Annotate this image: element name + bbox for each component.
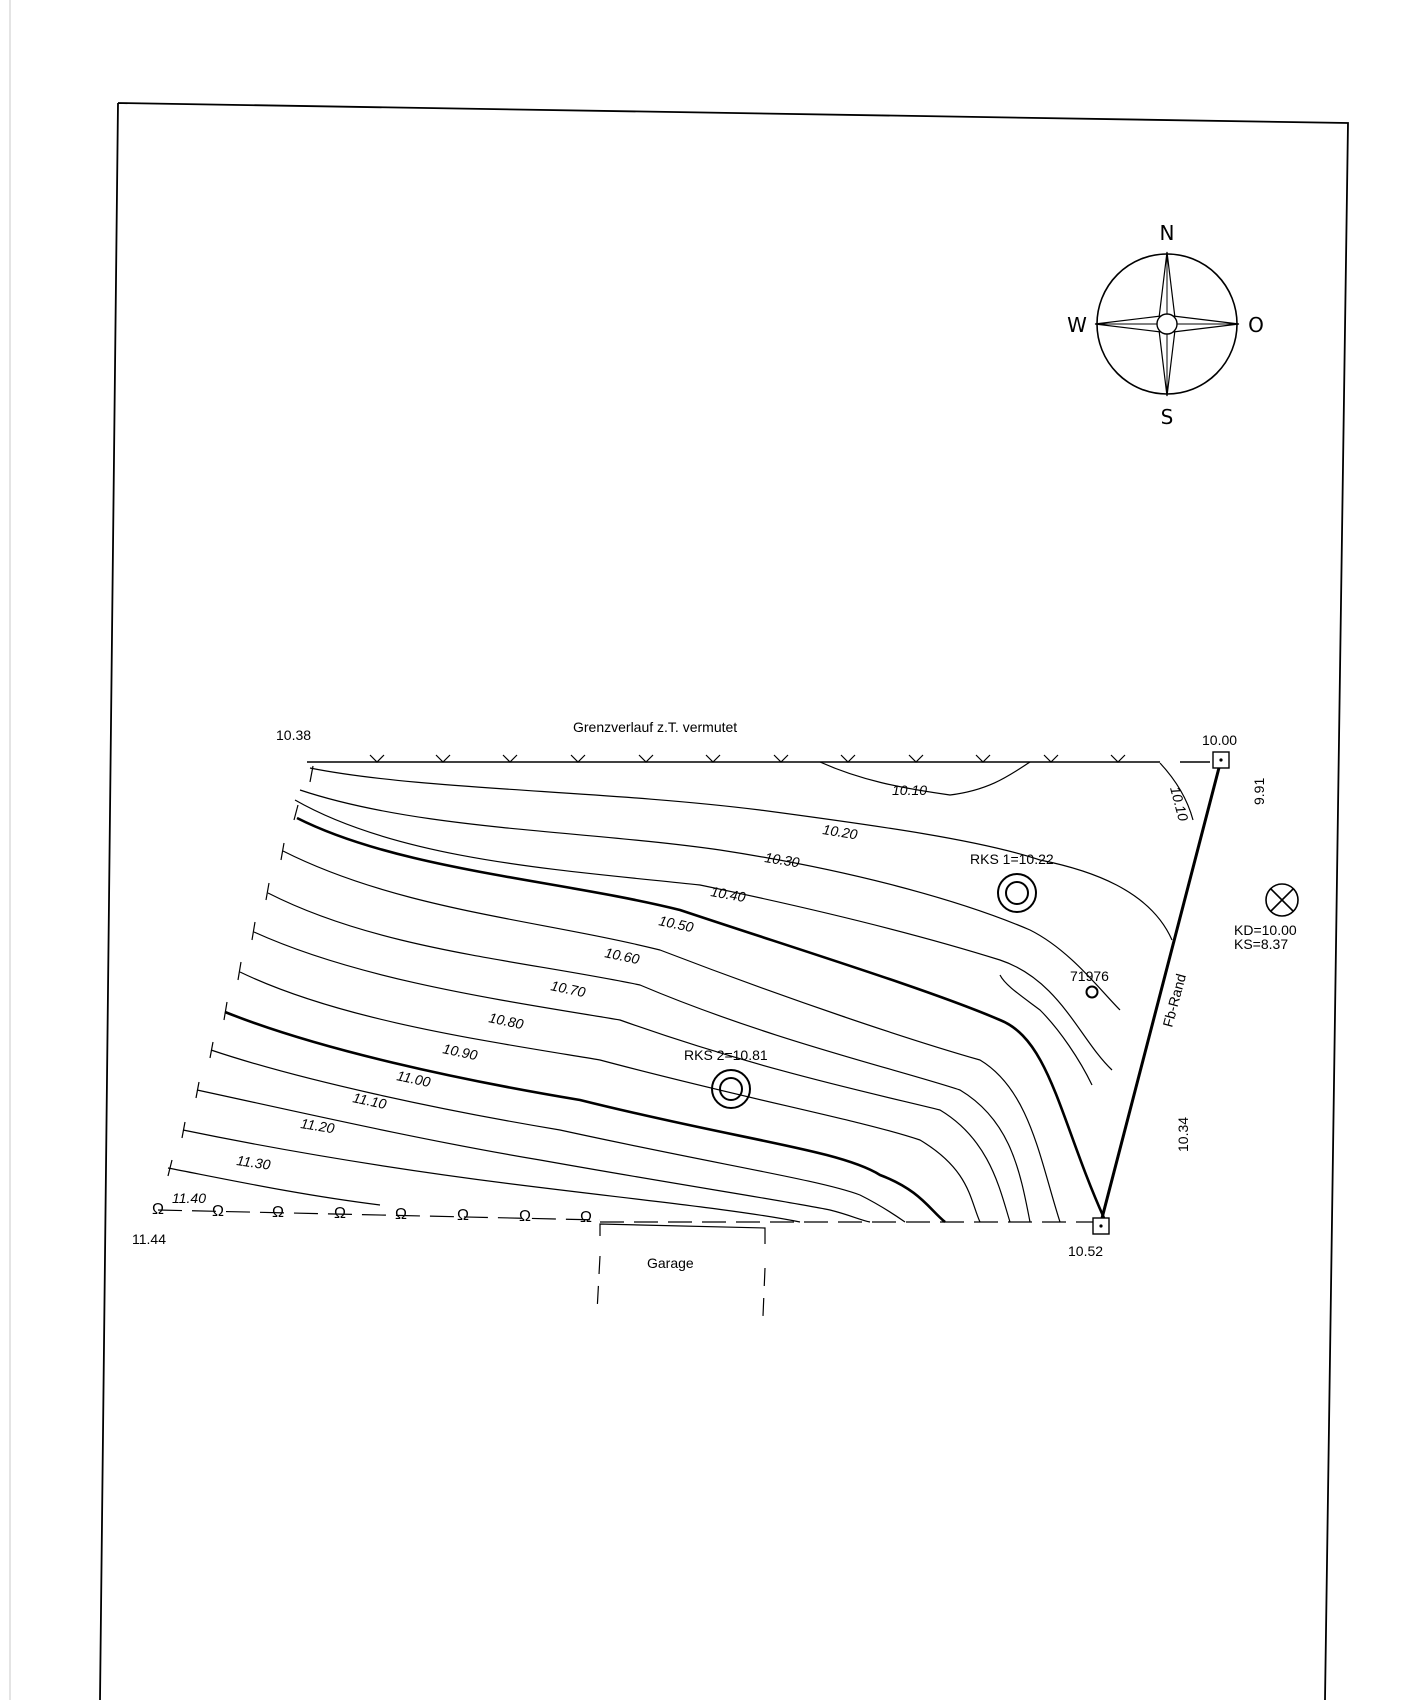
boundary-tick [774, 755, 788, 762]
contour-10-70 [268, 893, 1030, 1222]
survey-point-ne-dot [1219, 758, 1222, 761]
boundary-note: Grenzverlauf z.T. vermutet [573, 719, 738, 735]
contour-label-10-30: 10.30 [763, 849, 801, 871]
height-label-se: 10.52 [1068, 1243, 1104, 1259]
contour-lines [168, 762, 1193, 1222]
contour-10-90 [240, 972, 980, 1222]
height-label-ne: 10.00 [1202, 732, 1238, 748]
boundary-tick [841, 755, 855, 762]
boundary-south-line [158, 1210, 1100, 1222]
height-label-sw: 11.44 [132, 1231, 166, 1247]
boundary-tick [1044, 755, 1058, 762]
borehole-rks-2-inner [720, 1078, 742, 1100]
borehole-rks-2-label: RKS 2=10.81 [684, 1047, 768, 1063]
garage-outline-top [600, 1224, 765, 1244]
omega-marker: Ω [334, 1205, 346, 1222]
borehole-rks-1-label: RKS 1=10.22 [970, 851, 1054, 867]
manhole-symbol [1266, 884, 1298, 916]
omega-marker: Ω [457, 1207, 469, 1224]
boundary-tick [1111, 755, 1125, 762]
manhole-ks: KS=8.37 [1234, 936, 1289, 952]
contour-11-20 [197, 1090, 870, 1222]
contour-label-10-50: 10.50 [657, 912, 695, 936]
borehole-rks-1-inner [1006, 882, 1028, 904]
contour-label-10-80: 10.80 [487, 1009, 525, 1033]
boundary-tick [639, 755, 653, 762]
boundary-tick [436, 755, 450, 762]
boundary-tick [370, 755, 384, 762]
compass-hub [1157, 314, 1177, 334]
contour-label-10-10: 10.10 [892, 782, 928, 798]
height-label-east-lower: 10.34 [1175, 1116, 1191, 1152]
height-label-nw: 10.38 [276, 727, 312, 743]
omega-marker: Ω [519, 1208, 531, 1225]
contour-label-10-20: 10.20 [821, 821, 859, 843]
boundary-north [307, 755, 1210, 762]
contour-label-11-20: 11.20 [299, 1115, 336, 1137]
contour-label-10-10-east: 10.10 [1167, 784, 1192, 823]
boundary-tick [503, 755, 517, 762]
survey-point-71976-label: 71976 [1070, 968, 1109, 984]
west-edge-ticks [168, 766, 313, 1176]
compass-rose [1067, 221, 1264, 429]
boundary-south [158, 1210, 1100, 1222]
compass-south-label: S [1160, 405, 1174, 429]
contour-10-40 [295, 800, 1112, 1070]
contour-label-11-40: 11.40 [172, 1190, 206, 1206]
borehole-rks-1 [970, 851, 1054, 912]
contour-label-11-10: 11.10 [351, 1089, 388, 1113]
contour-10-80 [254, 932, 1010, 1222]
boundary-tick [706, 755, 720, 762]
contour-10-50 [297, 818, 1104, 1218]
contour-label-10-40: 10.40 [709, 883, 747, 906]
borehole-rks-1-outer [998, 874, 1036, 912]
compass-west-label: W [1067, 313, 1087, 337]
contour-label-11-00: 11.00 [395, 1067, 432, 1091]
edge-fb-rand [1101, 760, 1221, 1222]
contour-label-10-70: 10.70 [549, 977, 587, 1001]
garage-label: Garage [647, 1255, 694, 1271]
compass-north-label: N [1159, 221, 1175, 245]
height-label-east-upper: 9.91 [1251, 777, 1267, 805]
contour-11-00 [225, 1012, 945, 1222]
manhole-kd: KD=10.00 [1234, 922, 1297, 938]
survey-point-se-dot [1099, 1224, 1102, 1227]
omega-marker: Ω [272, 1204, 284, 1221]
omega-marker: Ω [152, 1201, 164, 1218]
survey-point-71976 [1087, 987, 1098, 998]
compass-east-label: O [1248, 313, 1264, 337]
boundary-tick [909, 755, 923, 762]
boundary-tick [571, 755, 585, 762]
contour-label-10-90: 10.90 [441, 1040, 479, 1064]
omega-marker: Ω [580, 1209, 592, 1226]
contour-label-10-60: 10.60 [603, 944, 641, 968]
omega-marker: Ω [395, 1206, 407, 1223]
contour-label-11-30: 11.30 [235, 1152, 272, 1173]
omega-marker: Ω [212, 1203, 224, 1220]
edge-label-fb-rand: Fb-Rand [1159, 972, 1189, 1029]
boundary-tick [976, 755, 990, 762]
